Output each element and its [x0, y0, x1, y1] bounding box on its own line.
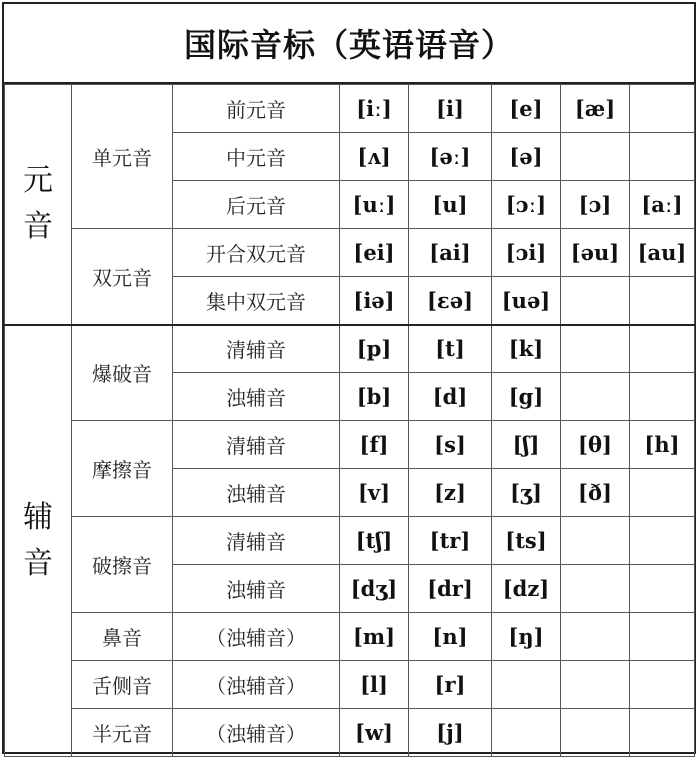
phoneme-cell: [aː]	[630, 181, 695, 229]
phoneme-cell: [l]	[340, 661, 409, 709]
phoneme-cell	[561, 133, 630, 181]
semivowel-label: 半元音	[72, 709, 173, 757]
phoneme-cell: [dr]	[409, 565, 492, 613]
phoneme-cell: [dʒ]	[340, 565, 409, 613]
table-row	[5, 229, 695, 277]
phoneme-cell	[630, 565, 695, 613]
phoneme-cell: [g]	[492, 373, 561, 421]
phoneme-cell: [h]	[630, 421, 695, 469]
table-row	[5, 709, 695, 757]
subcategory-label: 开合双元音	[173, 229, 340, 277]
phoneme-cell: [ei]	[340, 229, 409, 277]
table-row	[5, 661, 695, 709]
phoneme-cell: [e]	[492, 85, 561, 133]
phoneme-cell: [t]	[409, 325, 492, 373]
phoneme-cell: [r]	[409, 661, 492, 709]
phoneme-cell	[492, 661, 561, 709]
consonant-category-label: 辅 音	[5, 325, 72, 757]
phoneme-cell	[630, 133, 695, 181]
phoneme-cell	[630, 709, 695, 757]
subcategory-label: 清辅音	[173, 325, 340, 373]
phoneme-cell: [ɔi]	[492, 229, 561, 277]
phoneme-cell: [iː]	[340, 85, 409, 133]
phoneme-cell	[630, 661, 695, 709]
phoneme-cell: [ð]	[561, 469, 630, 517]
phoneme-cell: [ŋ]	[492, 613, 561, 661]
phoneme-cell	[561, 373, 630, 421]
ipa-table	[4, 84, 695, 757]
phoneme-cell: [z]	[409, 469, 492, 517]
subcategory-label: 浊辅音	[173, 373, 340, 421]
subcategory-label: （浊辅音）	[173, 613, 340, 661]
affricate-label: 破擦音	[72, 517, 173, 613]
phoneme-cell	[630, 277, 695, 325]
subcategory-label: 清辅音	[173, 517, 340, 565]
subcategory-label: 浊辅音	[173, 565, 340, 613]
phoneme-cell: [b]	[340, 373, 409, 421]
fricative-label: 摩擦音	[72, 421, 173, 517]
table-row	[5, 613, 695, 661]
phoneme-cell	[561, 277, 630, 325]
phoneme-cell: [ɔː]	[492, 181, 561, 229]
phoneme-cell: [i]	[409, 85, 492, 133]
phoneme-cell: [p]	[340, 325, 409, 373]
phoneme-cell	[630, 85, 695, 133]
phoneme-cell	[630, 517, 695, 565]
subcategory-label: 清辅音	[173, 421, 340, 469]
subcategory-label: 中元音	[173, 133, 340, 181]
phoneme-cell: [ai]	[409, 229, 492, 277]
phoneme-cell	[630, 613, 695, 661]
phoneme-cell: [ts]	[492, 517, 561, 565]
subcategory-label: 后元音	[173, 181, 340, 229]
subcategory-label: 前元音	[173, 85, 340, 133]
phoneme-cell: [ʒ]	[492, 469, 561, 517]
phoneme-cell: [w]	[340, 709, 409, 757]
plosive-label: 爆破音	[72, 325, 173, 421]
phoneme-cell: [f]	[340, 421, 409, 469]
table-row	[5, 517, 695, 565]
phoneme-cell	[561, 709, 630, 757]
phoneme-cell: [j]	[409, 709, 492, 757]
phoneme-cell: [ə]	[492, 133, 561, 181]
phoneme-cell: [ɛə]	[409, 277, 492, 325]
subcategory-label: 浊辅音	[173, 469, 340, 517]
phoneme-cell	[630, 469, 695, 517]
vowel-category-label: 元 音	[5, 85, 72, 325]
phoneme-cell: [ɔ]	[561, 181, 630, 229]
phoneme-cell: [əː]	[409, 133, 492, 181]
phoneme-cell: [tr]	[409, 517, 492, 565]
phoneme-cell: [iə]	[340, 277, 409, 325]
phoneme-cell: [v]	[340, 469, 409, 517]
phoneme-cell: [tʃ]	[340, 517, 409, 565]
phoneme-cell: [uə]	[492, 277, 561, 325]
phoneme-cell	[492, 709, 561, 757]
phoneme-cell	[561, 517, 630, 565]
phoneme-cell	[561, 325, 630, 373]
phoneme-cell: [m]	[340, 613, 409, 661]
phoneme-cell: [ʌ]	[340, 133, 409, 181]
phoneme-cell: [s]	[409, 421, 492, 469]
phoneme-cell: [uː]	[340, 181, 409, 229]
monophthong-label: 单元音	[72, 85, 173, 229]
phoneme-cell	[561, 613, 630, 661]
phoneme-cell: [au]	[630, 229, 695, 277]
phoneme-cell: [əu]	[561, 229, 630, 277]
phoneme-cell: [u]	[409, 181, 492, 229]
phoneme-cell: [æ]	[561, 85, 630, 133]
phoneme-cell: [ʃ]	[492, 421, 561, 469]
subcategory-label: （浊辅音）	[173, 661, 340, 709]
phoneme-cell: [d]	[409, 373, 492, 421]
diphthong-label: 双元音	[72, 229, 173, 325]
table-row	[5, 325, 695, 373]
table-row	[5, 421, 695, 469]
phoneme-cell	[561, 661, 630, 709]
phoneme-cell	[561, 565, 630, 613]
phoneme-cell	[630, 325, 695, 373]
phoneme-cell	[630, 373, 695, 421]
table-row	[5, 85, 695, 133]
nasal-label: 鼻音	[72, 613, 173, 661]
phoneme-cell: [k]	[492, 325, 561, 373]
phoneme-cell: [n]	[409, 613, 492, 661]
phoneme-cell: [dz]	[492, 565, 561, 613]
subcategory-label: 集中双元音	[173, 277, 340, 325]
lateral-label: 舌侧音	[72, 661, 173, 709]
subcategory-label: （浊辅音）	[173, 709, 340, 757]
ipa-chart	[2, 2, 696, 754]
chart-title: 国际音标（英语语音）	[4, 4, 694, 84]
phoneme-cell: [θ]	[561, 421, 630, 469]
